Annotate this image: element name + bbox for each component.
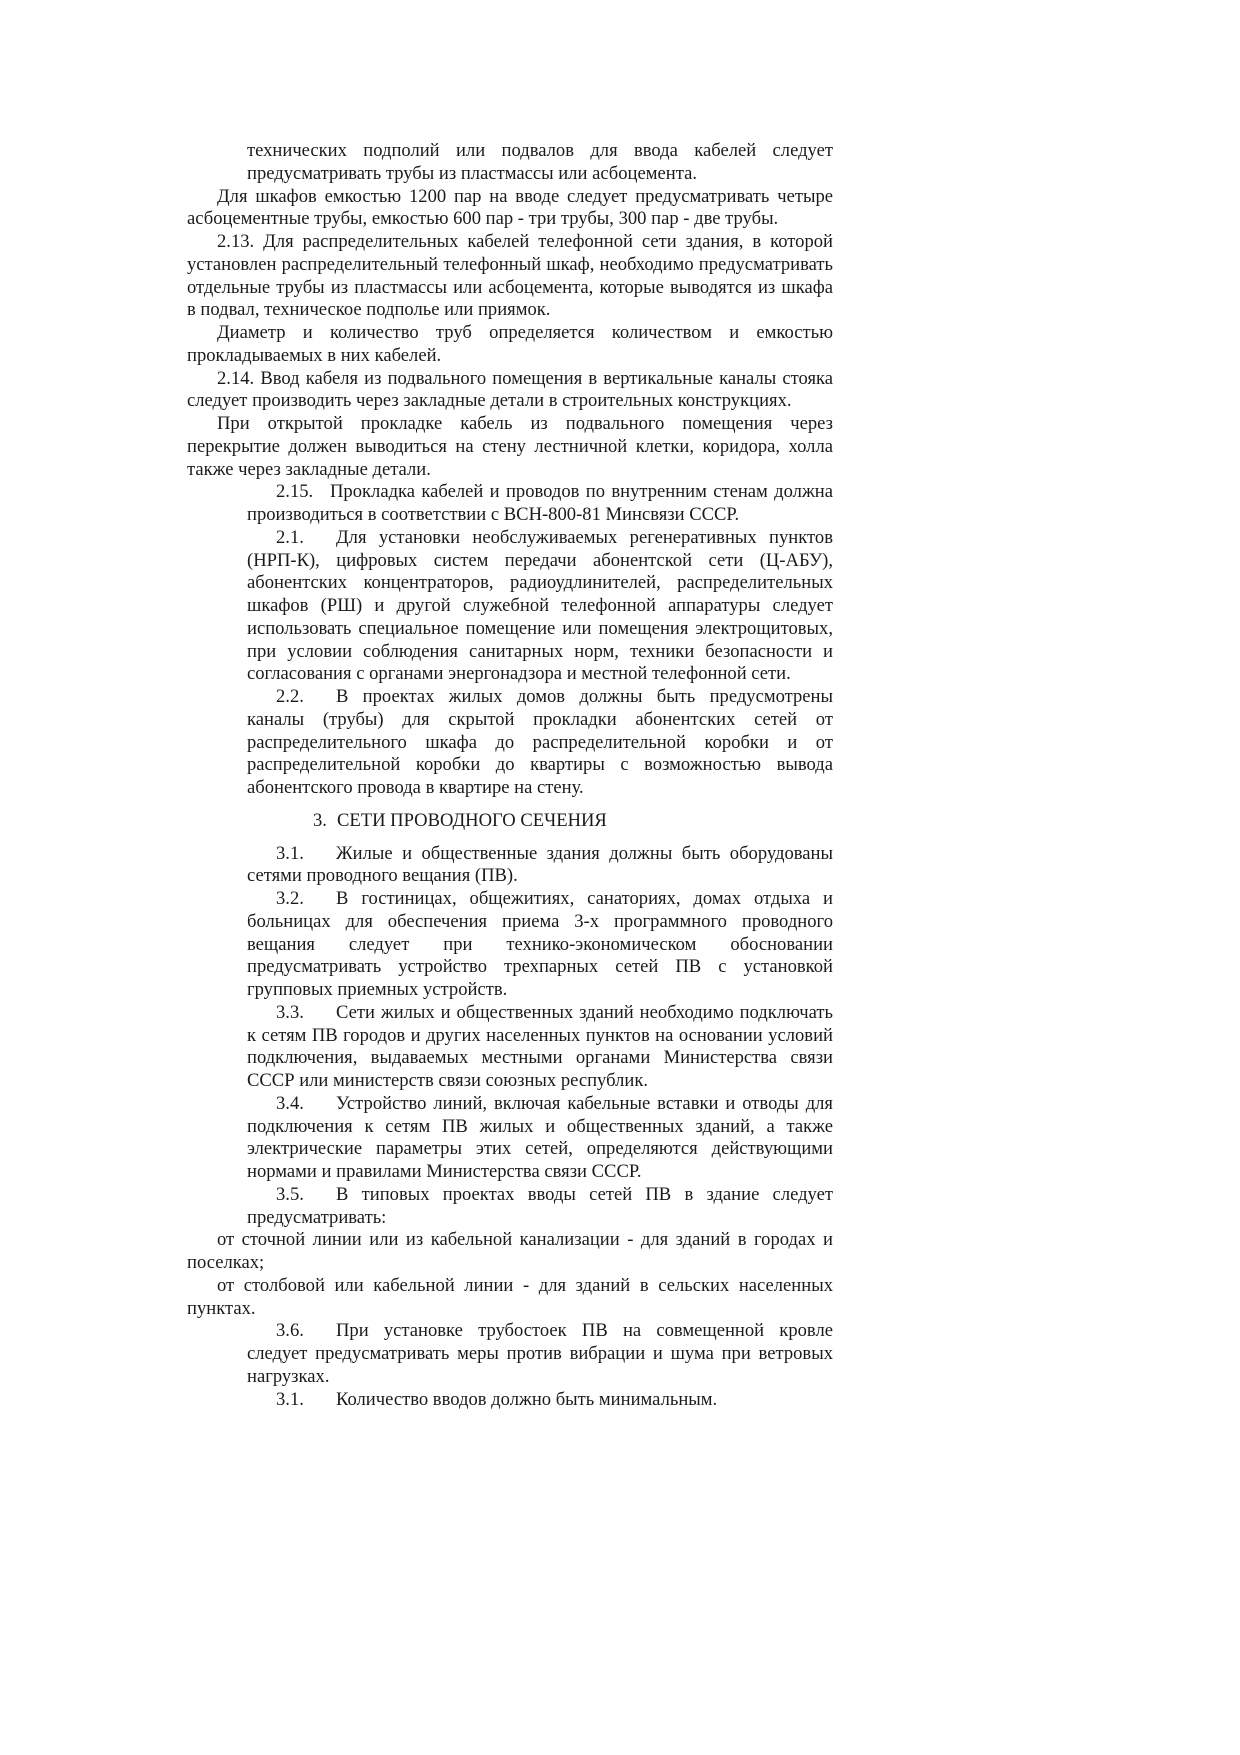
numbered-item-2-15 xyxy=(247,481,833,527)
paragraph-pipe-diameter: Диаметр и количество труб определяется количеством и емкостью прокладываемых в них кабелей. xyxy=(187,322,833,366)
item-number: 3.4. xyxy=(276,1092,304,1114)
paragraph-rural-input: от столбовой или кабельной линии - для зданий в сельских населенных пунктах. xyxy=(187,1274,833,1319)
numbered-item-3-1-repeat xyxy=(247,1389,833,1412)
numbered-item-3-2 xyxy=(247,888,833,1002)
item-number: 2.2. xyxy=(276,686,304,707)
section-number: 3. xyxy=(313,809,327,831)
item-text: Устройство линий, включая кабельные вставки и отводы для подключения к сетям ПВ жилых и общественных зданий, а также электрические параметры этих сетей, определяются действующими нормами и правилами Министерства связи СССР. xyxy=(247,1092,833,1182)
paragraph-2-14: 2.14. Ввод кабеля из подвального помещения в вертикальные каналы стояка следует производить через закладные детали в строительных конструкциях. xyxy=(187,367,833,412)
item-text: При установке трубостоек ПВ на совмещенной кровле следует предусматривать меры против вибрации и шума при ветровых нагрузках. xyxy=(247,1320,833,1387)
item-text: Сети жилых и общественных зданий необходимо подключать к сетям ПВ городов и других населенных пунктов на основании условий подключения, выдаваемых местными органами Министерства связи СССР или министерств связи союзных республик. xyxy=(247,1001,833,1091)
item-number: 3.1. xyxy=(276,1388,304,1410)
document-page xyxy=(187,140,833,1411)
section-title: СЕТИ ПРОВОДНОГО СЕЧЕНИЯ xyxy=(336,809,607,831)
item-number: 3.2. xyxy=(276,888,304,909)
item-text: В проектах жилых домов должны быть предусмотрены каналы (трубы) для скрытой прокладки абонентских сетей от распределительного шкафа до распределительной коробки и от распределительной коробки до квартиры с возможностью вывода абонентского провода в квартире на стену. xyxy=(247,686,833,798)
numbered-item-3-4 xyxy=(247,1093,833,1184)
item-text: В типовых проектах вводы сетей ПВ в здание следует предусматривать: xyxy=(247,1183,833,1228)
item-number: 3.1. xyxy=(276,842,304,864)
item-text: В гостиницах, общежитиях, санаториях, домах отдыха и больницах для обеспечения приема 3-х программного проводного вещания следует при технико-экономическом обосновании предусматривать устройство трехпарных сетей ПВ с установкой групповых приемных устройств. xyxy=(247,888,833,1000)
numbered-item-3-6 xyxy=(247,1320,833,1388)
paragraph-cabinet-pipes: Для шкафов емкостью 1200 пар на вводе следует предусматривать четыре асбоцементные трубы, емкостью 600 пар - три трубы, 300 пар - две трубы. xyxy=(187,185,833,230)
item-number: 3.3. xyxy=(276,1001,304,1023)
item-text: Количество вводов должно быть минимальным. xyxy=(336,1388,718,1410)
item-number: 2.1. xyxy=(276,526,304,548)
numbered-item-3-5 xyxy=(247,1184,833,1230)
paragraph-2-13: 2.13. Для распределительных кабелей телефонной сети здания, в которой установлен распределительный телефонный шкаф, необходимо предусматривать отдельные трубы из пластмассы или асбоцемента, которые выводятся из шкафа в подвал, техническое подполье или приямок. xyxy=(187,231,833,321)
section-heading xyxy=(187,810,833,833)
item-text: Прокладка кабелей и проводов по внутренним стенам должна производиться в соответствии с ВСН-800-81 Минсвязи СССР. xyxy=(247,481,833,525)
item-number: 3.6. xyxy=(276,1320,304,1342)
paragraph-open-laying: При открытой прокладке кабель из подвального помещения через перекрытие должен выводиться на стену лестничной клетки, коридора, холла также через закладные детали. xyxy=(187,413,833,480)
paragraph-continuation: технических подполий или подвалов для ввода кабелей следует предусматривать трубы из пластмассы или асбоцемента. xyxy=(247,140,833,184)
paragraph-city-input: от сточной линии или из кабельной канализации - для зданий в городах и поселках; xyxy=(187,1229,833,1273)
item-text: Жилые и общественные здания должны быть оборудованы сетями проводного вещания (ПВ). xyxy=(247,842,833,887)
numbered-item-2-1 xyxy=(247,527,833,686)
item-text: Для установки необслуживаемых регенеративных пунктов (НРП-К), цифровых систем передачи абонентской сети (Ц-АБУ), абонентских концентраторов, радиоудлинителей, распределительных шкафов (РШ) и другой служебной телефонной аппаратуры следует использовать специальное помещение или помещения электрощитовых, при условии соблюдения санитарных норм, техники безопасности и согласования с органами энергонадзора и местной телефонной сети. xyxy=(247,526,833,685)
numbered-item-2-2 xyxy=(247,686,833,800)
numbered-item-3-3 xyxy=(247,1002,833,1093)
item-number: 3.5. xyxy=(276,1183,304,1205)
item-number: 2.15. xyxy=(276,481,314,503)
numbered-item-3-1 xyxy=(247,843,833,889)
